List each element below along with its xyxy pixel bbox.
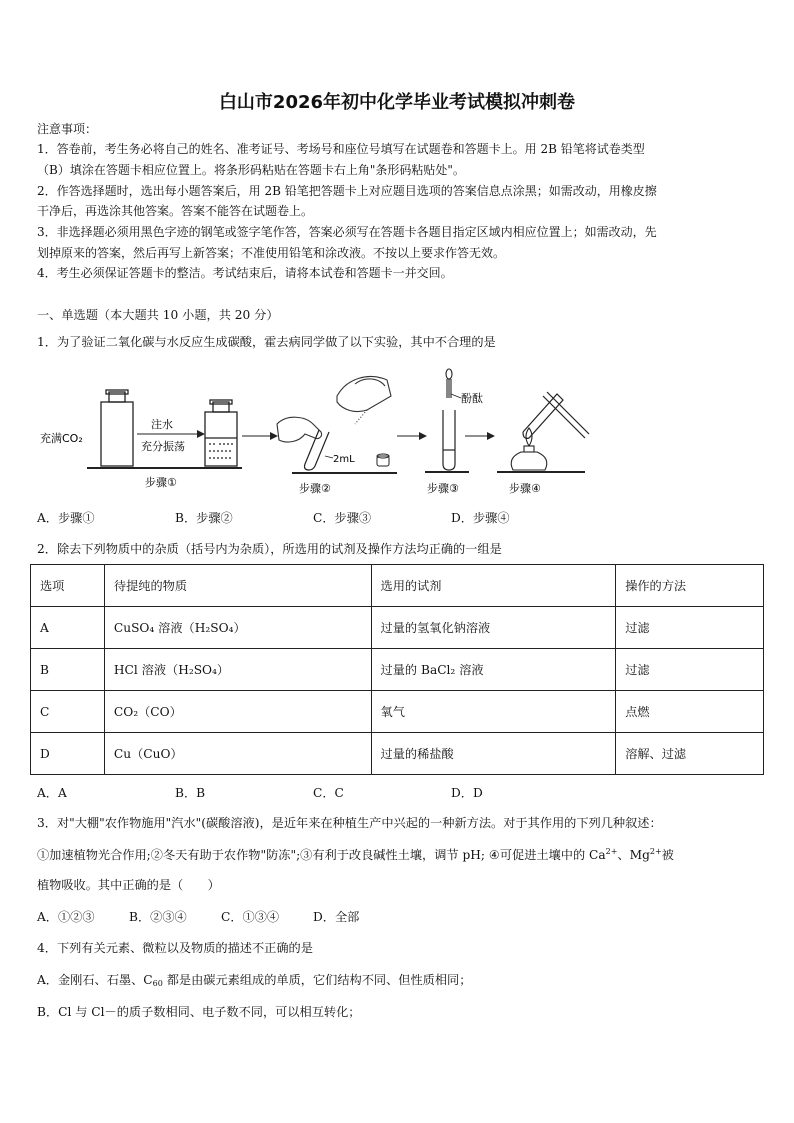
table-cell-option: D [31,733,105,775]
table-row [31,607,764,649]
notice-line: 3．非选择题必须用黑色字迹的钢笔或签字笔作答，答案必须写在答题卡各题目指定区域内相应位置上；如需改动，先 [37,225,657,239]
table-row [31,733,764,775]
indicator-label: 酚酞 [461,392,483,405]
q4-option-text: A．金刚石、石墨、C [37,973,153,987]
q1-option-b[interactable]: B．步骤② [175,511,233,525]
q2-option-a[interactable]: A．A [37,786,67,800]
stopper-icon [377,454,389,466]
table-cell-method: 点燃 [616,691,764,733]
table-cell-reagent: 氧气 [371,691,616,733]
table-cell-substance: HCl 溶液（H₂SO₄） [104,649,371,691]
q1-option-d[interactable]: D．步骤④ [451,511,510,525]
tube-holder-icon [523,392,589,438]
table-cell-method: 溶解、过滤 [616,733,764,775]
table-cell-option: B [31,649,105,691]
charge-superscript: 2+ [649,847,662,856]
q2-option-d[interactable]: D．D [451,786,483,800]
table-cell-reagent: 过量的稀盐酸 [371,733,616,775]
gas-bottle-icon [101,390,133,466]
q2-table [30,564,764,775]
q4-stem: 4．下列有关元素、微粒以及物质的描述不正确的是 [37,941,313,955]
arrow-label-water: 注水 [151,418,173,431]
notice-heading: 注意事项： [37,122,98,136]
q1-experiment-figure [37,366,597,498]
q3-stem-text: 被 [661,848,674,862]
q2-option-c[interactable]: C．C [313,786,344,800]
q4-option-text: 都是由碳元素组成的单质，它们结构不同、但性质相同； [162,973,472,987]
q2-option-b[interactable]: B．B [175,786,206,800]
section-heading: 一、单选题（本大题共 10 小题，共 20 分） [37,308,279,322]
q1-option-c[interactable]: C．步骤③ [313,511,372,525]
alcohol-lamp-icon [511,428,547,470]
q1-stem: 1．为了验证二氧化碳与水反应生成碳酸，霍去病同学做了以下实验，其中不合理的是 [37,335,496,349]
notice-line: 2．作答选择题时，选出每小题答案后，用 2B 铅笔把答题卡上对应题目选项的答案信息点涂黑；如需改动，用橡皮擦 [37,184,657,198]
q3-option-b[interactable]: B．②③④ [129,910,187,924]
step-4-label: 步骤④ [509,482,541,495]
table-row [31,649,764,691]
table-cell-method: 过滤 [616,649,764,691]
table-header-cell: 选项 [31,565,105,607]
test-tube-icon [305,430,330,470]
q2-options [37,785,483,801]
table-cell-method: 过滤 [616,607,764,649]
dropper-icon [446,369,452,398]
table-header-cell: 选用的试剂 [371,565,616,607]
table-cell-substance: Cu（CuO） [104,733,371,775]
pouring-hand-icon [277,377,391,442]
q4-option-a[interactable] [37,972,471,988]
q1-option-a[interactable]: A．步骤① [37,511,95,525]
table-header-row [31,565,764,607]
q4-option-b[interactable]: B．Cl 与 Cl－的质子数相同、电子数不同，可以相互转化； [37,1005,361,1019]
charge-superscript: 2+ [605,847,618,856]
notice-line: （B）填涂在答题卡相应位置上。将条形码粘贴在答题卡右上角"条形码粘贴处"。 [37,163,465,177]
table-cell-substance: CuSO₄ 溶液（H₂SO₄） [104,607,371,649]
q3-option-d[interactable]: D．全部 [313,910,360,924]
table-header-cell: 操作的方法 [616,565,764,607]
table-cell-reagent: 过量的 BaCl₂ 溶液 [371,649,616,691]
step-3-label: 步骤③ [427,482,459,495]
subscript: 60 [152,979,163,988]
co2-label: 充满CO₂ [40,432,83,445]
arrow-label-shake: 充分振荡 [141,440,185,453]
q3-options [37,909,359,925]
table-cell-option: C [31,691,105,733]
table-header-cell: 待提纯的物质 [104,565,371,607]
q3-stem-line3: 植物吸收。其中正确的是（ ） [37,878,220,892]
q3-stem-text: ①加速植物光合作用;②冬天有助于农作物"防冻";③有利于改良碱性土壤，调节 pH; ④可促进土壤中的 Ca [37,848,606,862]
notice-line: 4．考生必须保证答题卡的整洁。考试结束后，请将本试卷和答题卡一并交回。 [37,266,453,280]
table-cell-reagent: 过量的氢氧化钠溶液 [371,607,616,649]
table-cell-option: A [31,607,105,649]
test-tube-icon [443,410,455,470]
q3-stem-line1: 3．对"大棚"农作物施用"汽水"(碳酸溶液)，是近年来在种植生产中兴起的一种新方法。对于其作用的下列几种叙述： [37,816,662,830]
table-row [31,691,764,733]
notice-line: 干净后，再选涂其他答案。答案不能答在试题卷上。 [37,204,314,218]
q3-stem-text: 、Mg [617,848,650,862]
q3-stem-line2 [37,847,674,863]
q1-options [37,510,510,526]
notice-line: 划掉原来的答案，然后再写上新答案；不准使用铅笔和涂改液。不按以上要求作答无效。 [37,246,506,260]
exam-title: 白山市2026年初中化学毕业考试模拟冲刺卷 [218,92,576,113]
volume-label: 2mL [333,454,355,465]
step-1-label: 步骤① [145,476,177,489]
step-2-label: 步骤② [299,482,331,495]
table-cell-substance: CO₂（CO） [104,691,371,733]
q3-option-c[interactable]: C．①③④ [221,910,280,924]
notice-line: 1．答卷前，考生务必将自己的姓名、准考证号、考场号和座位号填写在试题卷和答题卡上。用 2B 铅笔将试卷类型 [37,142,645,156]
q3-option-a[interactable]: A．①②③ [37,910,95,924]
q2-stem: 2．除去下列物质中的杂质（括号内为杂质），所选用的试剂及操作方法均正确的一组是 [37,542,502,556]
water-bottle-icon [205,400,237,466]
